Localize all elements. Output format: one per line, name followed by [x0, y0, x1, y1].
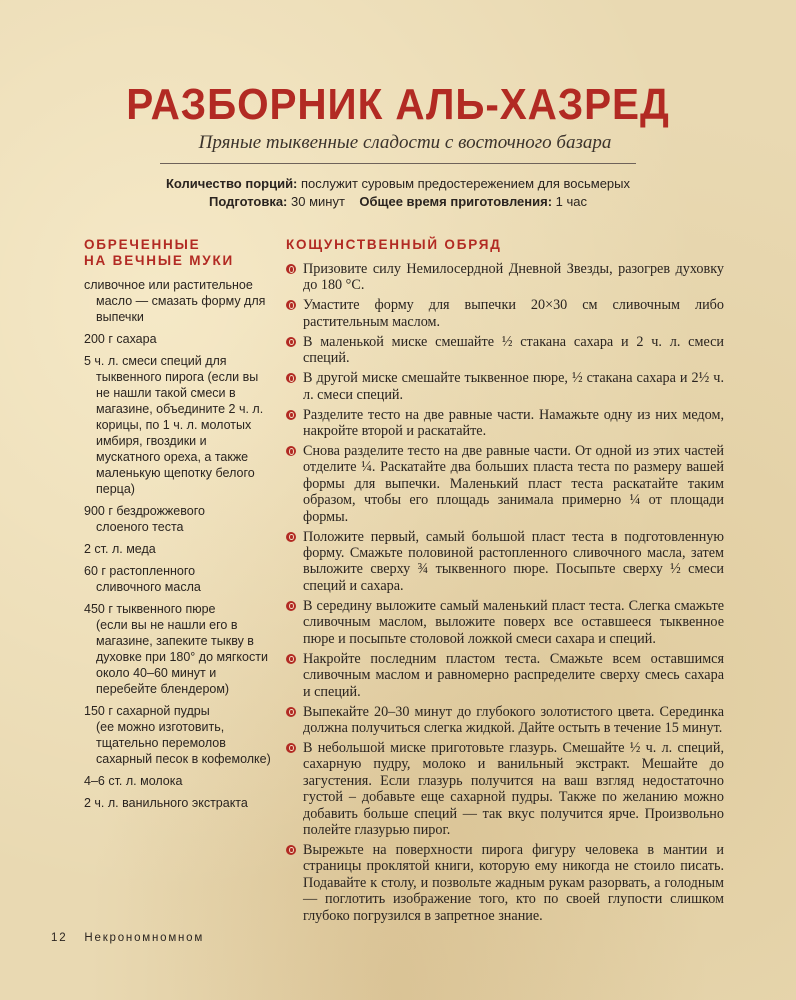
method-column	[286, 237, 724, 928]
ingredient-item	[84, 795, 274, 811]
step-text: Выпекайте 20–30 минут до глубокого золотистого цвета. Серединка должна получиться слегка жидкой. Дайте остыть в течение 15 минут.	[303, 703, 724, 736]
step-bullet-icon	[286, 601, 296, 611]
step-text: Накройте последним пластом теста. Смажьте всем оставшимся сливочным маслом и равномерно распределите сверху смесь сахара и специй.	[303, 650, 724, 700]
step-bullet-icon	[286, 845, 296, 855]
step-text: Умастите форму для выпечки 20×30 см сливочным либо растительным маслом.	[303, 297, 724, 330]
ingredient-detail: слоеного теста	[96, 520, 184, 534]
ingredient-text: 2 ч. л. ванильного экстракта	[84, 796, 248, 810]
ingredient-item	[84, 601, 274, 697]
step-text: Снова разделите тесто на две равные части. От одной из этих частей отделите ¼. Раскатайте два больших пласта теста по размеру вашей формы для выпечки. Маленький пласт теста раскатайте таким образом, чтобы его площадь занимала примерно ¼ от площади формы.	[303, 443, 724, 525]
ingredient-item	[84, 353, 274, 497]
recipe-meta	[0, 175, 796, 211]
ingredient-detail: масло — смазать форму для выпечки	[96, 294, 266, 324]
ingredient-detail: (ее можно изготовить, тщательно перемолов сахарный песок в кофемолке)	[96, 720, 271, 766]
step-bullet-icon	[286, 446, 296, 456]
method-step	[286, 598, 724, 647]
method-step	[286, 334, 724, 367]
title-divider	[160, 163, 636, 164]
step-text: В маленькой миске смешайте ½ стакана сахара и 2 ч. л. смеси специй.	[303, 333, 724, 367]
ingredient-list	[84, 277, 274, 811]
method-step	[286, 407, 724, 440]
step-text: Призовите силу Немилосердной Дневной Звезды, разогрев духовку до 180 °С.	[303, 261, 724, 294]
ingredient-item	[84, 703, 274, 767]
servings-value: послужит суровым предостережением для восьмерых	[301, 176, 631, 191]
ingredients-column	[84, 237, 274, 817]
recipe-title: РАЗБОРНИК АЛЬ-ХАЗРЕД	[126, 80, 670, 129]
ingredient-item	[84, 541, 274, 557]
ingredient-text: 60 г растопленного	[84, 564, 196, 578]
ingredient-detail: тыквенного пирога (если вы не нашли такой смеси в магазине, объедините 2 ч. л. корицы, по 1 ч. л. молотых имбиря, гвоздики и мускатного ореха, а также маленькую щепотку белого перца)	[96, 370, 264, 496]
ingredient-text: 200 г сахара	[84, 332, 157, 346]
method-step	[286, 261, 724, 294]
step-bullet-icon	[286, 300, 296, 310]
total-time-value: 1 час	[555, 194, 588, 209]
step-text: Разделите тесто на две равные части. Намажьте одну из них медом, накройте второй и раскатайте.	[303, 406, 724, 440]
page-number: 12	[51, 932, 68, 944]
method-heading: КОЩУНСТВЕННЫЙ ОБРЯД	[286, 237, 502, 252]
step-bullet-icon	[286, 337, 296, 347]
ingredients-heading	[84, 237, 274, 269]
recipe-subtitle: Пряные тыквенные сладости с восточного базара	[198, 132, 612, 153]
method-step	[286, 740, 724, 838]
prep-label: Подготовка:	[208, 194, 288, 209]
ingredient-text: 150 г сахарной пудры	[84, 704, 210, 718]
page-footer	[51, 932, 204, 944]
step-bullet-icon	[286, 707, 296, 717]
ingredients-heading-line1: ОБРЕЧЕННЫЕ	[84, 237, 201, 252]
method-step	[286, 370, 724, 403]
ingredient-text: 2 ст. л. меда	[84, 542, 156, 556]
ingredient-detail: сливочного масла	[96, 580, 201, 594]
step-bullet-icon	[286, 264, 296, 274]
ingredient-item	[84, 773, 274, 789]
ingredient-item	[84, 503, 274, 535]
step-list	[286, 261, 724, 924]
step-text: В небольшой миске приготовьте глазурь. Смешайте ½ ч. л. специй, сахарную пудру, молоко и ванильный экстракт. Мешайте до загустения. Если глазурь получится на ваш взгляд недостаточно густой – добавьте еще сахарной пудры. Также по желанию можно добавить больше специй — так вкус получится ярче. Произвольно полейте глазурью пирог.	[303, 739, 724, 838]
book-title: Некрономномном	[84, 932, 205, 944]
step-bullet-icon	[286, 532, 296, 542]
step-text: В середину выложите самый маленький пласт теста. Слегка смажьте сливочным маслом, выложите поверх все оставшееся тыквенное пюре и посыпьте столовой ложкой смеси сахара и специй.	[303, 597, 724, 647]
servings-label: Количество порций:	[165, 176, 298, 191]
method-step	[286, 529, 724, 595]
ingredient-item	[84, 331, 274, 347]
ingredient-text: 4–6 ст. л. молока	[84, 774, 183, 788]
ingredient-detail: (если вы не нашли его в магазине, запеките тыкву в духовке при 180° до мягкости около 40–60 минут и перебейте блендером)	[96, 618, 268, 696]
time-line	[0, 193, 796, 211]
ingredient-text: 900 г бездрожжевого	[84, 504, 205, 518]
method-step	[286, 704, 724, 737]
method-step	[286, 842, 724, 924]
ingredient-text: 5 ч. л. смеси специй для	[84, 354, 227, 368]
total-time-label: Общее время приготовления:	[359, 194, 553, 209]
prep-value: 30 минут	[291, 194, 345, 209]
step-bullet-icon	[286, 743, 296, 753]
step-bullet-icon	[286, 410, 296, 420]
step-text: В другой миске смешайте тыквенное пюре, ½ стакана сахара и 2½ ч. л. смеси специй.	[303, 370, 724, 403]
method-step	[286, 651, 724, 700]
ingredient-item	[84, 277, 274, 325]
method-step	[286, 297, 724, 330]
step-text: Вырежьте на поверхности пирога фигуру человека в мантии и страницы проклятой книги, которую ему никогда не стоило писать. Подавайте к столу, и позвольте жадным рукам разорвать, а голодным — поглотить изображение того, кто по своей глупости слишком глубоко погрузился в запретное знание.	[303, 841, 724, 924]
step-bullet-icon	[286, 654, 296, 664]
ingredient-item	[84, 563, 274, 595]
servings-line	[0, 175, 796, 193]
method-step	[286, 443, 724, 525]
ingredient-text: сливочное или растительное	[84, 278, 253, 292]
ingredient-text: 450 г тыквенного пюре	[84, 602, 216, 616]
step-text: Положите первый, самый большой пласт теста в подготовленную форму. Смажьте половиной растопленного сливочного масла, затем выложите сверху ¾ тыквенного пюре. Посыпьте сверху ½ смеси специй и сахара.	[303, 528, 724, 594]
ingredients-heading-line2: НА ВЕЧНЫЕ МУКИ	[84, 253, 234, 268]
step-bullet-icon	[286, 373, 296, 383]
